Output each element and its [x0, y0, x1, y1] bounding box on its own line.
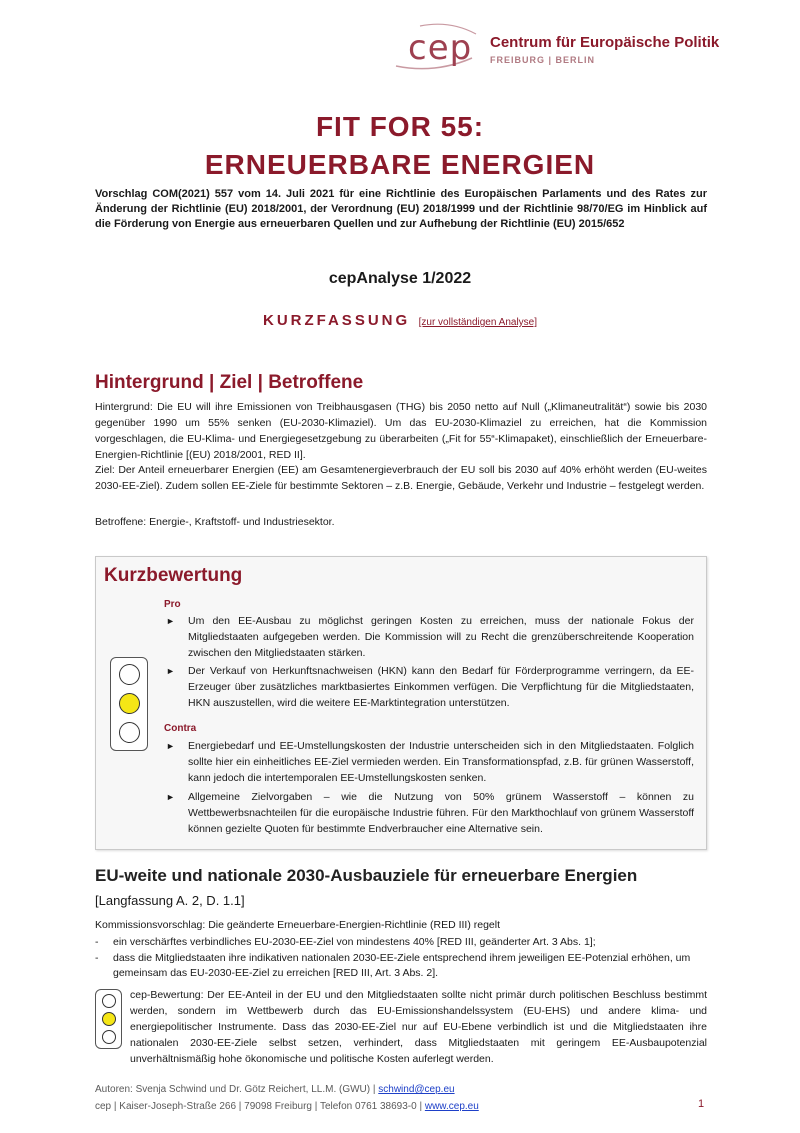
red-lamp — [102, 994, 116, 1008]
background-heading: Hintergrund | Ziel | Betroffene — [95, 372, 364, 393]
logo-subtitle: FREIBURG | BERLIN — [490, 55, 596, 65]
logo-mark-text: cep — [408, 28, 473, 68]
green-lamp — [119, 722, 140, 743]
document-title — [0, 108, 800, 184]
kurzbewertung-heading: Kurzbewertung — [104, 565, 243, 586]
kurzfassung-label: KURZFASSUNG — [262, 312, 411, 329]
kurzfassung-header — [0, 312, 800, 330]
affected-paragraph: Betroffene: Energie-, Kraftstoff- und Industriesektor. — [95, 516, 335, 528]
bullet-arrow-icon: ► — [166, 616, 175, 626]
author-email-link[interactable]: schwind@cep.eu — [378, 1084, 455, 1095]
background-paragraph: Hintergrund: Die EU will ihre Emissionen von Treibhausgasen (THG) bis 2050 netto auf Null („Klimaneutralität“) sowie bis 2030 gegenüber 1990 um 55% senken (EU-2030-Klimaziel). Um das EU-2030-Klimaziel zu erreichen, hat die Kommission vorgeschlagen, die EU-Klima- und Energiegesetzgebung zu überarbeiten („Fit for 55“-Klimapaket), einschließlich der Erneuerbare-Energien-Richtlinie [(EU) 2018/2001, RED II]. — [95, 401, 707, 461]
footer-authors-line — [95, 1081, 707, 1098]
contra-item: ► Energiebedarf und EE-Umstellungskosten der Industrie unterscheiden sich in den Mitgliedstaaten. Folglich sollte hier ein einheitliches EE-Ziel vermieden werden. Ein Transformationspfad, z.B. für grünen Wasserstoff, kann jedoch die intertemporalen EE-Umstellungskosten senken. — [166, 740, 694, 784]
pro-item: ► Der Verkauf von Herkunftsnachweisen (HKN) kann den Bedarf für Förderprogramme verringern, da EE-Erzeuger über zusätzliches marktbasiertes Einkommen verfügen. Die Verpflichtung für die Mitgliedstaaten, HKN auszustellen, wird die weitere EE-Marktintegration unterstützen. — [166, 665, 694, 709]
bullet-arrow-icon: ► — [166, 792, 175, 802]
traffic-light-small-icon — [95, 989, 122, 1049]
footer-address: cep | Kaiser-Joseph-Straße 266 | 79098 Freiburg | Telefon 0761 38693-0 | — [95, 1101, 423, 1112]
section-heading: EU-weite und nationale 2030-Ausbauziele für erneuerbare Energien — [95, 866, 638, 885]
website-link[interactable]: www.cep.eu — [424, 1101, 479, 1112]
contra-item: ► Allgemeine Zielvorgaben – wie die Nutzung von 50% grünem Wasserstoff – können zu Wettbewerbsnachteilen für die europäische Industrie führen. Für den Markthochlauf von grünem Wasserstoff können gezielte Quoten für bestimmte Endverbraucher eine Alternative sein. — [166, 791, 694, 835]
goal-paragraph: Ziel: Der Anteil erneuerbarer Energien (EE) am Gesamtenergieverbrauch der EU soll bis 2030 auf 40% erhöht werden (EU-weites 2030-EE-Ziel). Zudem sollen EE-Ziele für bestimmte Sektoren – z.B. Energie, Gebäude, Verkehr und Industrie – festgelegt werden. — [95, 464, 707, 492]
logo-mark — [390, 22, 480, 74]
logo-title: Centrum für Europäische Politik — [490, 34, 720, 51]
page-number: 1 — [698, 1098, 705, 1110]
analysis-number: cepAnalyse 1/2022 — [328, 270, 472, 287]
proposal-item: - dass die Mitgliedstaaten ihre indikativen nationalen 2030-EE-Ziele entsprechend ihrem jeweiligen EE-Potenzial erhöhen, um gemeinsam das EU-2030-EE-Ziel zu erreichen [RED III, Art. 3 Abs. 2]. — [95, 952, 691, 979]
commission-proposal: Kommissionsvorschlag: Die geänderte Erneuerbare-Energien-Richtlinie (RED III) regelt — [95, 919, 501, 931]
proposal-item: - ein verschärftes verbindliches EU-2030-EE-Ziel von mindestens 40% [RED III, geänderter Art. 3 Abs. 1]; — [95, 936, 596, 948]
bullet-arrow-icon: ► — [166, 741, 175, 751]
contra-label: Contra — [164, 723, 197, 734]
pro-label: Pro — [164, 599, 181, 610]
cep-assessment: cep-Bewertung: Der EE-Anteil in der EU und den Mitgliedstaaten sollte nicht primär durch politischen Beschluss bestimmt werden, sondern im Wettbewerb durch das EU-Emissionshandelssystem (EU-EHS) und andere klima- und energiepolitischer Instrumente. Dass das 2030-EE-Ziel nur auf EU-Ebene verbindlich ist und die Mitgliedstaaten ihre nationalen 2030-EE-Ziele selbst setzen, verhindert, dass Mitgliedstaaten mit geringem EE-Ausbaupotenzial unverhältnismäßig hohe ökonomische und politische Kosten auferlegt werden. — [130, 989, 707, 1065]
full-analysis-link[interactable]: [zur vollständigen Analyse] — [418, 317, 538, 328]
proposal-reference: Vorschlag COM(2021) 557 vom 14. Juli 2021 für eine Richtlinie des Europäischen Parlaments und des Rates zur Änderung der Richtlinie (EU) 2018/2001, der Verordnung (EU) 2018/1999 und der Richtlinie 98/70/EG im Hinblick auf die Förderung von Energie aus erneuerbaren Quellen und zur Aufhebung der Richtlinie (EU) 2015/652 — [95, 188, 707, 230]
green-lamp — [102, 1030, 116, 1044]
kurzbewertung-box — [95, 556, 707, 850]
yellow-lamp — [119, 693, 140, 714]
title-line-2: ERNEUERBARE ENERGIEN — [204, 149, 596, 180]
title-line-1: FIT FOR 55: — [315, 111, 485, 142]
red-lamp — [119, 664, 140, 685]
yellow-lamp — [102, 1012, 116, 1026]
cep-logo — [390, 22, 720, 74]
bullet-arrow-icon: ► — [166, 666, 175, 676]
pro-item: ► Um den EE-Ausbau zu möglichst geringen Kosten zu erreichen, muss der nationale Fokus der Mitgliedstaaten aufgegeben werden. Die Kommission will zu Recht die grenzüberschreitende Kooperation zwischen den Mitgliedstaaten stärken. — [166, 615, 694, 659]
footer-address-line — [95, 1098, 707, 1115]
traffic-light-icon — [110, 657, 148, 751]
footer-authors: Autoren: Svenja Schwind und Dr. Götz Reichert, LL.M. (GWU) | — [95, 1084, 376, 1095]
footer — [95, 1081, 707, 1115]
long-version-reference: [Langfassung A. 2, D. 1.1] — [95, 893, 245, 908]
